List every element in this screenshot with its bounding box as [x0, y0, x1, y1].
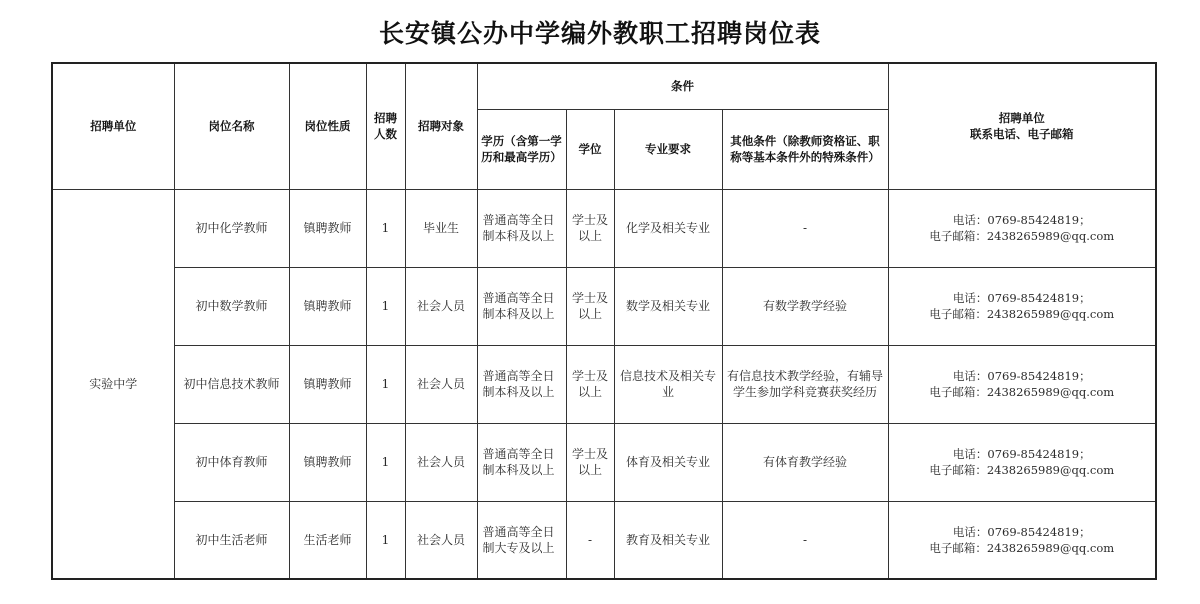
major-cell: 数学及相关专业 — [614, 267, 722, 345]
position-type-cell: 镇聘教师 — [289, 189, 366, 267]
education-cell: 普通高等全日制本科及以上 — [477, 189, 566, 267]
header-conditions: 条件 — [477, 63, 888, 109]
major-cell: 信息技术及相关专业 — [614, 345, 722, 423]
header-row-1 — [52, 63, 1156, 109]
contact-phone: 电话：0769-85424819； — [952, 291, 1091, 305]
contact-cell — [888, 501, 1156, 579]
major-cell: 教育及相关专业 — [614, 501, 722, 579]
header-unit: 招聘单位 — [52, 63, 174, 189]
position-type-cell: 镇聘教师 — [289, 423, 366, 501]
other-cell: 有信息技术教学经验，有辅导学生参加学科竞赛获奖经历 — [722, 345, 888, 423]
recruitment-table — [51, 62, 1157, 580]
major-cell: 化学及相关专业 — [614, 189, 722, 267]
degree-cell: 学士及以上 — [566, 267, 614, 345]
page-title: 长安镇公办中学编外教职工招聘岗位表 — [378, 19, 821, 48]
contact-email: 电子邮箱：2438265989@qq.com — [929, 229, 1115, 243]
table-row — [52, 345, 1156, 423]
count-cell: 1 — [366, 189, 405, 267]
contact-cell — [888, 423, 1156, 501]
target-cell: 社会人员 — [405, 345, 477, 423]
degree-cell: - — [566, 501, 614, 579]
degree-cell: 学士及以上 — [566, 345, 614, 423]
table-row — [52, 423, 1156, 501]
position-type-cell: 生活老师 — [289, 501, 366, 579]
major-cell: 体育及相关专业 — [614, 423, 722, 501]
header-contact-line2: 联系电话、电子邮箱 — [970, 127, 1074, 142]
target-cell: 社会人员 — [405, 267, 477, 345]
other-cell: 有数学教学经验 — [722, 267, 888, 345]
header-position-name: 岗位名称 — [174, 63, 289, 189]
count-cell: 1 — [366, 267, 405, 345]
table-row — [52, 501, 1156, 579]
contact-cell — [888, 267, 1156, 345]
education-cell: 普通高等全日制大专及以上 — [477, 501, 566, 579]
count-cell: 1 — [366, 501, 405, 579]
contact-phone: 电话：0769-85424819； — [952, 213, 1091, 227]
education-cell: 普通高等全日制本科及以上 — [477, 345, 566, 423]
target-cell: 社会人员 — [405, 423, 477, 501]
header-other: 其他条件（除教师资格证、职称等基本条件外的特殊条件） — [722, 109, 888, 189]
position-name-cell: 初中体育教师 — [174, 423, 289, 501]
education-cell: 普通高等全日制本科及以上 — [477, 267, 566, 345]
header-degree: 学位 — [566, 109, 614, 189]
contact-email: 电子邮箱：2438265989@qq.com — [929, 463, 1115, 477]
header-target: 招聘对象 — [405, 63, 477, 189]
unit-name-cell: 实验中学 — [52, 189, 174, 579]
header-major: 专业要求 — [614, 109, 722, 189]
degree-cell: 学士及以上 — [566, 189, 614, 267]
contact-email: 电子邮箱：2438265989@qq.com — [929, 540, 1115, 555]
count-cell: 1 — [366, 345, 405, 423]
contact-phone: 电话：0769-85424819； — [952, 447, 1091, 461]
target-cell: 社会人员 — [405, 501, 477, 579]
position-name-cell: 初中化学教师 — [174, 189, 289, 267]
contact-phone: 电话：0769-85424819； — [952, 524, 1091, 539]
education-cell: 普通高等全日制本科及以上 — [477, 423, 566, 501]
header-education: 学历（含第一学历和最高学历） — [477, 109, 566, 189]
header-contact-line1: 招聘单位 — [998, 111, 1045, 126]
position-name-cell: 初中生活老师 — [174, 501, 289, 579]
position-name-cell: 初中数学教师 — [174, 267, 289, 345]
header-contact — [888, 63, 1156, 189]
degree-cell: 学士及以上 — [566, 423, 614, 501]
target-cell: 毕业生 — [405, 189, 477, 267]
contact-phone: 电话：0769-85424819； — [952, 369, 1091, 383]
position-type-cell: 镇聘教师 — [289, 267, 366, 345]
other-cell: - — [722, 189, 888, 267]
position-name-cell: 初中信息技术教师 — [174, 345, 289, 423]
contact-email: 电子邮箱：2438265989@qq.com — [929, 307, 1115, 321]
table-row — [52, 267, 1156, 345]
count-cell: 1 — [366, 423, 405, 501]
contact-cell — [888, 345, 1156, 423]
contact-cell — [888, 189, 1156, 267]
table-row — [52, 189, 1156, 267]
position-type-cell: 镇聘教师 — [289, 345, 366, 423]
other-cell: 有体育教学经验 — [722, 423, 888, 501]
other-cell: - — [722, 501, 888, 579]
header-position-type: 岗位性质 — [289, 63, 366, 189]
contact-email: 电子邮箱：2438265989@qq.com — [929, 385, 1115, 399]
header-count: 招聘人数 — [366, 63, 405, 189]
